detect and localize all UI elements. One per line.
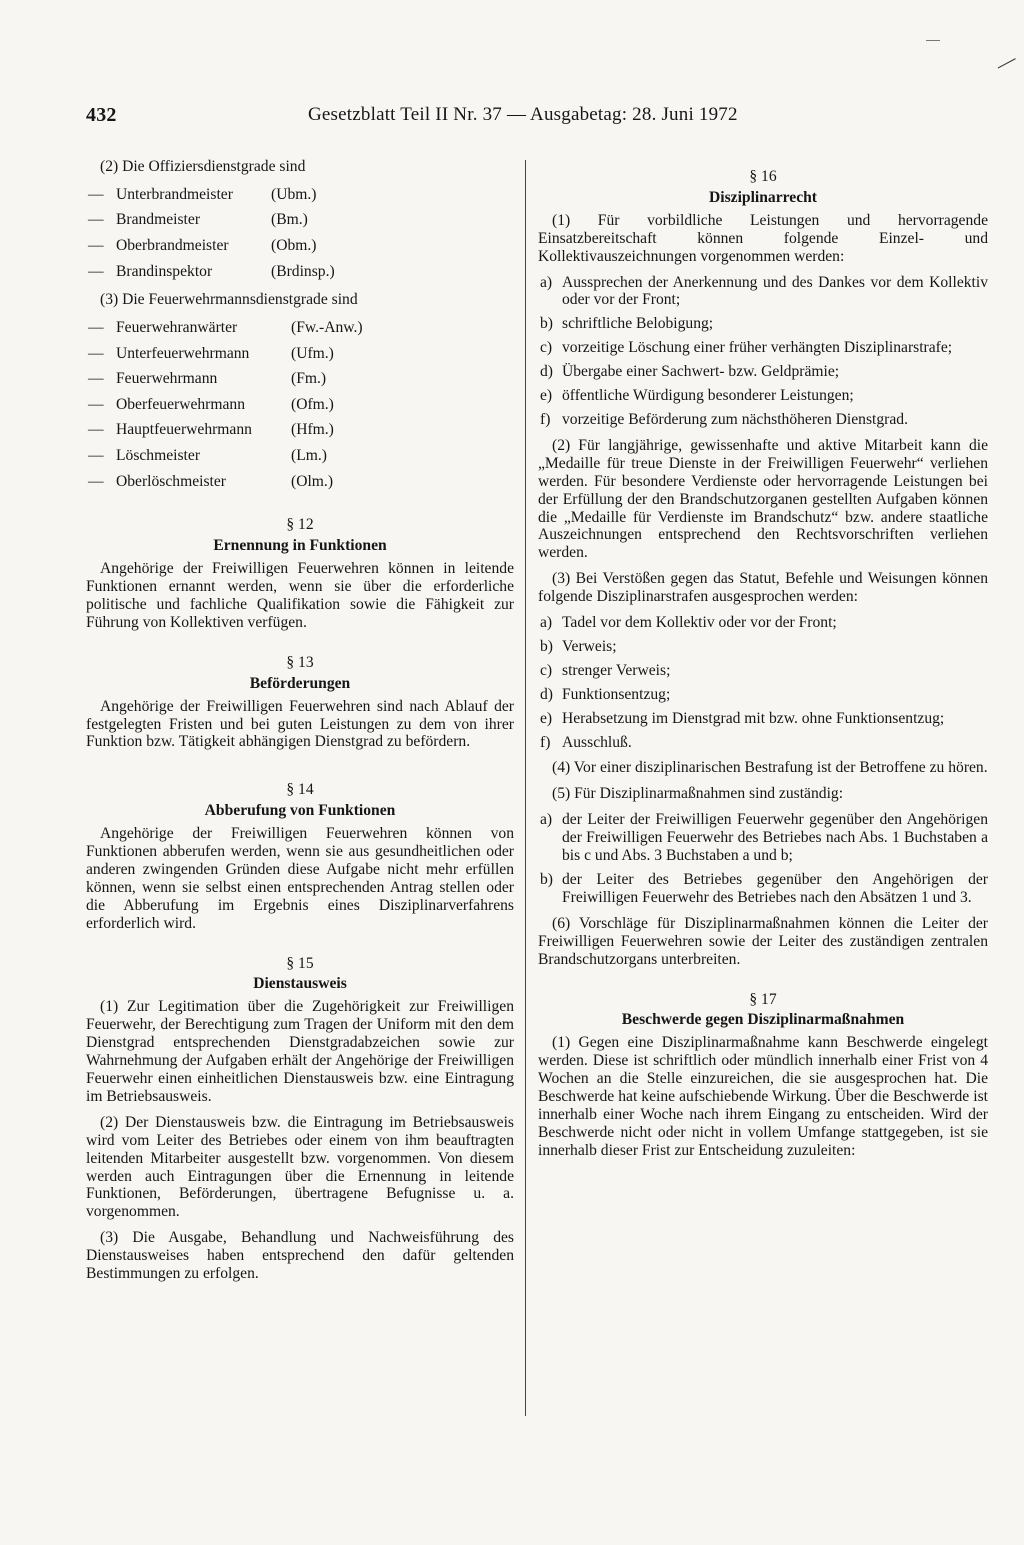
paragraph-2: (2) Für langjährige, gewissenhafte und aktive Mitarbeit kann die „Medaille für treue Dienste in der Freiwilligen Feuerwehr“ verliehen werden. Für besondere Verdienste oder hervorragende Leistungen bei der Erfüllung der den Brandschutzorganen gestellten Aufgaben können die „Medaille für Verdienste im Brandschutz“ bzw. andere staatliche Auszeichnungen entsprechend den Rechtsvorschriften verliehen werden. (538, 436, 988, 562)
item-label: d) (540, 363, 553, 381)
section-number: § 13 (286, 653, 314, 671)
item-label: b) (540, 315, 553, 333)
item-text: öffentliche Würdigung besonderer Leistungen; (562, 387, 854, 405)
rank-item (86, 366, 514, 392)
list-item (538, 339, 988, 357)
paragraph-1: (1) Für vorbildliche Leistungen und hervorragende Einsatzbereitschaft können folgende Einzel- und Kollektivauszeichnungen vorgenommen werden: (538, 211, 988, 265)
rank-item (86, 418, 514, 444)
section-title: Dienstausweis (253, 975, 347, 993)
rank-abbr: (Ofm.) (291, 395, 334, 413)
rank-item (86, 341, 514, 367)
section-title: Beförderungen (249, 674, 351, 692)
rank-dash: — (88, 447, 104, 464)
section-14 (86, 781, 514, 932)
rank-dash: — (88, 370, 104, 388)
rank-abbr: (Olm.) (291, 472, 334, 490)
item-label: a) (540, 273, 553, 291)
section-text: Angehörige der Freiwilligen Feuerwehren können in leitende Funktionen ernannt werden, wenn sie über die erforderliche politische und fachliche Qualifikation sowie die Fähigkeit zur Führung von Kollektiven verfügen. (86, 560, 514, 631)
list-item (538, 315, 988, 333)
rank-dash: — (88, 319, 104, 337)
rank-dash: — (88, 236, 104, 254)
item-text: Funktionsentzug; (562, 685, 671, 703)
item-label: e) (540, 387, 553, 405)
awards-list (538, 274, 988, 429)
rank-name: Unterbrandmeister (116, 185, 233, 203)
officer-ranks-intro: (2) Die Offiziersdienstgrade sind (100, 158, 306, 175)
penalties-list (538, 614, 988, 751)
rank-name: Unterfeuerwehrmann (116, 344, 250, 362)
rank-name: Hauptfeuerwehrmann (116, 421, 252, 439)
rank-dash: — (88, 185, 104, 203)
rank-name: Brandmeister (116, 211, 201, 229)
firefighter-ranks-intro: (3) Die Feuerwehrmannsdienstgrade sind (100, 291, 358, 309)
item-text: Übergabe einer Sachwert- bzw. Geldprämie; (562, 363, 840, 381)
item-text: vorzeitige Beförderung zum nächsthöheren Dienstgrad. (562, 410, 908, 428)
rank-name: Oberfeuerwehrmann (116, 395, 246, 413)
item-text: der Leiter der Freiwilligen Feuerwehr gegenüber den Angehörigen der Freiwilligen Feuerwehr des Betriebes nach Abs. 1 Buchstaben a bis c und Abs. 3 Buchstaben a und b; (562, 811, 988, 865)
list-item (538, 811, 988, 865)
rank-name: Löschmeister (116, 447, 201, 464)
page-number: 432 (86, 104, 117, 126)
paragraph-3: (3) Die Ausgabe, Behandlung und Nachweisführung des Dienstausweises haben entsprechend den dafür geltenden Bestimmungen zu erfolgen. (86, 1229, 514, 1283)
item-text: Tadel vor dem Kollektiv oder vor der Front; (562, 614, 837, 632)
paragraph-2: (2) Der Dienstausweis bzw. die Eintragung im Betriebsausweis wird vom Leiter des Betriebes oder einem von ihm beauftragten leitenden Mitarbeiter ausgestellt bzw. vorgenommen. Von diesem werden auch Eintragungen über die Ernennung in leitende Funktionen, Beförderungen, übertragene Befugnisse u. a. vorgenommen. (86, 1113, 514, 1221)
item-label: d) (540, 685, 553, 703)
item-text: schriftliche Belobigung; (562, 315, 714, 333)
item-label: f) (540, 410, 551, 428)
rank-dash: — (88, 262, 104, 280)
rank-item (86, 392, 514, 418)
list-item (538, 363, 988, 381)
section-number: § 16 (749, 168, 777, 185)
section-number: § 15 (286, 954, 314, 972)
item-text: der Leiter des Betriebes gegenüber den Angehörigen der Freiwilligen Feuerwehr des Betriebes nach den Absätzen 1 und 3. (562, 871, 988, 906)
rank-name: Oberlöschmeister (116, 472, 226, 490)
section-title: Disziplinarrecht (709, 188, 817, 206)
paragraph-4: (4) Vor einer disziplinarischen Bestrafung ist der Betroffene zu hören. (552, 759, 988, 777)
item-label: a) (540, 811, 553, 829)
section-number: § 12 (286, 516, 314, 534)
rank-dash: — (88, 472, 104, 490)
item-label: e) (540, 709, 553, 727)
paragraph-5: (5) Für Disziplinarmaßnahmen sind zuständig: (552, 785, 844, 803)
rank-item (86, 208, 514, 234)
responsibles-list (538, 811, 988, 907)
section-text: Angehörige der Freiwilligen Feuerwehren sind nach Ablauf der festgelegten Fristen und bei guten Leistungen zu dem von ihrer Funktion bzw. Tätigkeit abhängigen Dienstgrad zu befördern. (86, 697, 514, 751)
firefighter-rank-list (86, 315, 514, 494)
list-item (538, 734, 988, 752)
paragraph-6: (6) Vorschläge für Disziplinarmaßnahmen können die Leiter der Freiwilligen Feuerwehren sowie der Leiter des zuständigen zentralen Brandschutzorgans unterbreiten. (538, 914, 988, 968)
right-column (538, 158, 988, 1168)
rank-abbr: (Obm.) (271, 236, 317, 254)
list-item (538, 411, 988, 429)
rank-item (86, 259, 514, 285)
rank-abbr: (Bm.) (271, 211, 308, 229)
item-label: a) (540, 614, 553, 632)
section-number: § 17 (749, 990, 777, 1008)
rank-dash: — (88, 344, 104, 362)
item-text: Herabsetzung im Dienstgrad mit bzw. ohne Funktionsentzug; (562, 709, 945, 727)
column-divider (525, 160, 526, 1416)
rank-abbr: (Lm.) (291, 447, 327, 464)
rank-abbr: (Ubm.) (271, 185, 317, 203)
running-head: Gesetzblatt Teil II Nr. 37 — Ausgabetag: 28. Juni 1972 (308, 104, 738, 125)
section-16 (538, 168, 988, 969)
list-item (538, 686, 988, 704)
item-text: vorzeitige Löschung einer früher verhängten Disziplinarstrafe; (562, 339, 953, 357)
rank-abbr: (Hfm.) (291, 421, 334, 439)
section-12 (86, 516, 514, 631)
item-label: b) (540, 871, 553, 888)
rank-name: Feuerwehrmann (116, 370, 218, 388)
list-item (538, 387, 988, 405)
list-item (538, 871, 988, 907)
paragraph-3: (3) Bei Verstößen gegen das Statut, Befehle und Weisungen können folgende Disziplinarstrafen ausgesprochen werden: (538, 570, 988, 606)
item-label: f) (540, 733, 551, 751)
rank-name: Feuerwehranwärter (116, 319, 238, 337)
item-label: c) (540, 339, 553, 357)
rank-abbr: (Fm.) (291, 370, 327, 388)
item-text: Aussprechen der Anerkennung und des Dankes vor dem Kollektiv oder vor der Front; (562, 273, 988, 309)
list-item (538, 710, 988, 728)
rank-dash: — (88, 211, 104, 229)
scan-mark-corner (998, 58, 1023, 81)
section-title: Beschwerde gegen Disziplinarmaßnahmen (621, 1011, 905, 1029)
section-15 (86, 955, 514, 1283)
item-label: c) (540, 661, 553, 679)
rank-name: Brandinspektor (116, 262, 213, 280)
item-text: Ausschluß. (562, 733, 632, 751)
page-header (86, 104, 786, 138)
rank-abbr: (Ufm.) (291, 344, 334, 362)
list-item (538, 614, 988, 632)
rank-item (86, 443, 514, 469)
section-text: Angehörige der Freiwilligen Feuerwehren können von Funktionen abberufen werden, wenn sie aus gesundheitlichen oder anderen zwingenden Gründen diese Aufgabe nicht mehr erfüllen können, wenn sie selbst einen entsprechenden Antrag stellen oder die Abberufung im Ergebnis eines Disziplinarverfahrens erforderlich wird. (86, 825, 514, 932)
section-number: § 14 (286, 781, 314, 799)
item-text: strenger Verweis; (562, 661, 671, 679)
rank-item (86, 233, 514, 259)
officer-rank-list (86, 182, 514, 284)
section-17 (538, 991, 988, 1160)
paragraph-1: (1) Zur Legitimation über die Zugehörigkeit zur Freiwilligen Feuerwehr, der Berechtigung zum Tragen der Uniform mit den dem Dienstgrad entsprechenden Dienstgradabzeichen sowie zur Wahrnehmung der Aufgaben erhält der Angehörige der Freiwilligen Feuerwehr einen einheitlichen Dienstausweis bzw. eine Eintragung im Betriebsausweis. (86, 998, 514, 1105)
section-13 (86, 654, 514, 752)
rank-dash: — (88, 421, 104, 439)
list-item (538, 638, 988, 656)
rank-name: Oberbrandmeister (116, 236, 229, 254)
rank-dash: — (88, 395, 104, 413)
item-text: Verweis; (562, 637, 617, 655)
rank-item (86, 182, 514, 208)
list-item (538, 662, 988, 680)
scan-mark-top (926, 40, 940, 41)
rank-item (86, 469, 514, 495)
rank-item (86, 315, 514, 341)
left-column (86, 158, 514, 1291)
section-title: Ernennung in Funktionen (213, 537, 387, 555)
paragraph-1: (1) Gegen eine Disziplinarmaßnahme kann Beschwerde eingelegt werden. Diese ist schriftlich oder mündlich innerhalb einer Frist von 4 Wochen an die Stelle einzureichen, die sie ausgesprochen hat. Die Beschwerde hat keine aufschiebende Wirkung. Über die Beschwerde ist innerhalb einer Woche nach ihrem Eingang zu entscheiden. Wird der Beschwerde nicht oder nicht in vollem Umfange stattgegeben, ist sie innerhalb dieser Frist zur Entscheidung zuzuleiten: (538, 1034, 988, 1159)
rank-abbr: (Fw.-Anw.) (291, 319, 363, 337)
section-title: Abberufung von Funktionen (204, 802, 396, 820)
list-item (538, 274, 988, 310)
item-label: b) (540, 637, 553, 655)
rank-abbr: (Brdinsp.) (271, 262, 335, 280)
